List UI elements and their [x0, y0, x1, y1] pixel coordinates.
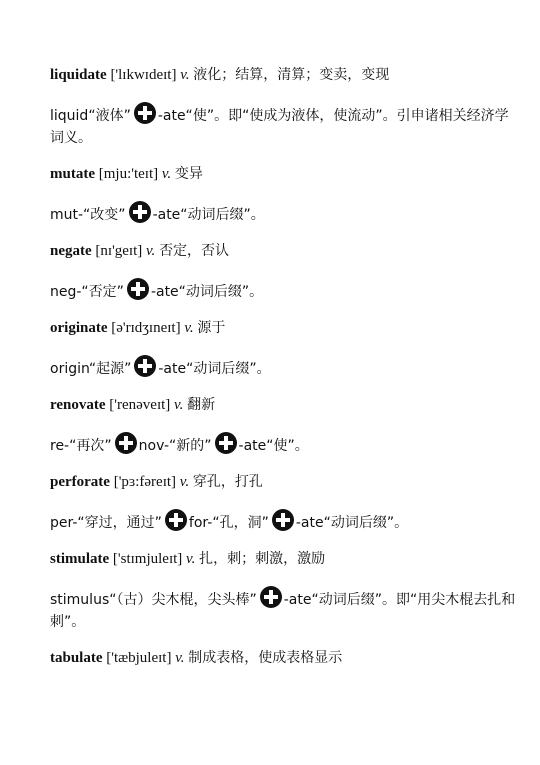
headword: originate — [50, 320, 108, 336]
entry-headline — [50, 548, 520, 570]
etymology — [50, 278, 520, 303]
morpheme: liquid“液体” — [50, 108, 131, 124]
morpheme: -ate“使”。 — [238, 438, 309, 454]
meaning: 变异 — [174, 166, 203, 182]
meaning: 扎，刺；刺激，激励 — [199, 551, 326, 567]
morpheme: neg-“否定” — [50, 284, 124, 300]
plus-circle-icon — [165, 509, 187, 531]
phonetic: [nɪ'geɪt] — [95, 243, 143, 259]
morpheme: -ate“动词后缀”。 — [158, 361, 271, 377]
morpheme: per-“穿过，通过” — [50, 515, 162, 531]
phonetic: ['pɜ:fəreɪt] — [113, 474, 177, 490]
plus-circle-icon — [129, 201, 151, 223]
plus-circle-icon — [127, 278, 149, 300]
headword: perforate — [50, 474, 110, 490]
meaning: 穿孔，打孔 — [192, 474, 263, 490]
plus-circle-icon — [115, 432, 137, 454]
morpheme: origin“起源” — [50, 361, 132, 377]
meaning: 翻新 — [187, 397, 216, 413]
headword: negate — [50, 243, 92, 259]
phonetic: ['lɪkwɪdeɪt] — [110, 67, 177, 83]
part-of-speech: v. — [174, 397, 184, 413]
entry-headline — [50, 163, 520, 185]
phonetic: [mju:'teɪt] — [98, 166, 159, 182]
plus-circle-icon — [260, 586, 282, 608]
morpheme: stimulus“（古）尖木棍，尖头棒” — [50, 592, 257, 608]
morpheme: -ate“动词后缀”。即“用尖木棍去扎和刺”。 — [50, 592, 516, 630]
entry-headline — [50, 240, 520, 262]
meaning: 否定，否认 — [159, 243, 230, 259]
entry-headline — [50, 471, 520, 493]
meaning: 制成表格，使成表格显示 — [188, 650, 343, 666]
plus-circle-icon — [215, 432, 237, 454]
part-of-speech: v. — [175, 650, 185, 666]
phonetic: ['renəveɪt] — [109, 397, 171, 413]
etymology — [50, 355, 520, 380]
morpheme: -ate“动词后缀”。 — [295, 515, 409, 531]
etymology — [50, 586, 520, 633]
morpheme: mut-“改变” — [50, 207, 126, 223]
part-of-speech: v. — [186, 551, 196, 567]
part-of-speech: v. — [146, 243, 156, 259]
part-of-speech: v. — [179, 474, 190, 490]
headword: liquidate — [50, 67, 107, 83]
etymology — [50, 432, 520, 457]
morpheme: -ate“使”。即“使成为液体，使流动”。引申诸相关经济学词义。 — [50, 108, 509, 146]
entry-headline — [50, 317, 520, 339]
morpheme: -ate“动词后缀”。 — [150, 284, 264, 300]
plus-circle-icon — [134, 355, 156, 377]
headword: mutate — [50, 166, 95, 182]
phonetic: ['stɪmjuleɪt] — [112, 551, 183, 567]
meaning: 液化；结算，清算；变卖，变现 — [193, 67, 390, 83]
morpheme: -ate“动词后缀”。 — [152, 207, 265, 223]
morpheme: re-“再次” — [50, 438, 112, 454]
plus-circle-icon — [272, 509, 294, 531]
headword: renovate — [50, 397, 106, 413]
headword: tabulate — [50, 650, 103, 666]
etymology — [50, 509, 520, 534]
entry-headline — [50, 64, 520, 86]
headword: stimulate — [50, 551, 110, 567]
part-of-speech: v. — [184, 320, 194, 336]
etymology — [50, 102, 520, 149]
plus-circle-icon — [134, 102, 156, 124]
morpheme: nov-“新的” — [138, 438, 212, 454]
meaning: 源于 — [197, 320, 226, 336]
vocabulary-list — [50, 64, 520, 685]
part-of-speech: v. — [161, 166, 172, 182]
part-of-speech: v. — [180, 67, 190, 83]
entry-headline — [50, 647, 520, 669]
etymology — [50, 201, 520, 226]
phonetic: ['tæbjuleɪt] — [106, 650, 172, 666]
phonetic: [ə'rɪdʒɪneɪt] — [111, 320, 181, 336]
entry-headline — [50, 394, 520, 416]
morpheme: for-“孔，洞” — [188, 515, 269, 531]
